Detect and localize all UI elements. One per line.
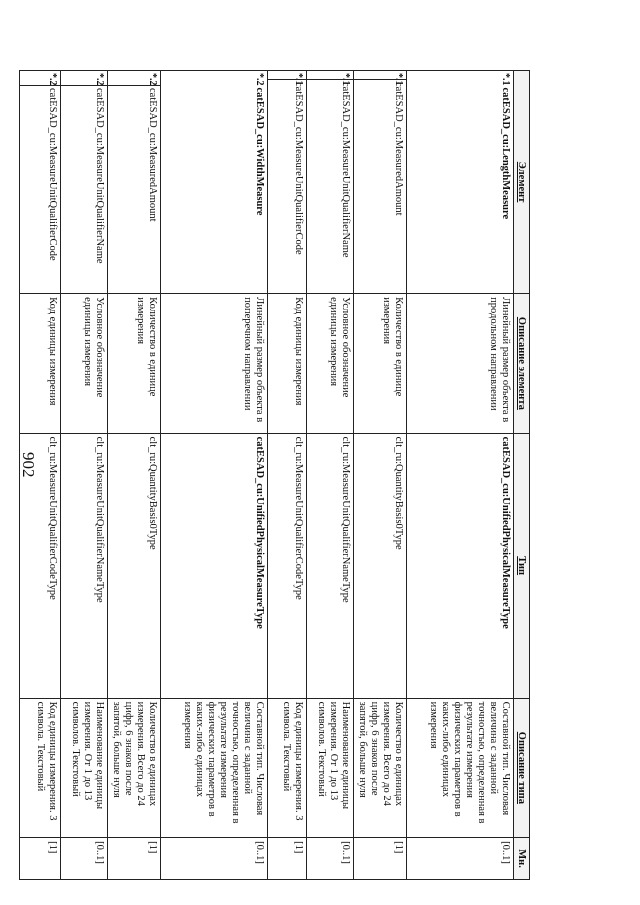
cell-type: clt_ru:MeasureUnitQualifierCodeType [20, 433, 61, 698]
cell-element-description: Код единицы измерения [268, 294, 307, 433]
cell-type: catESAD_cu:UnifiedPhysicalMeasureType [161, 433, 268, 698]
table-row [20, 71, 61, 880]
cell-element-description: Количество в единице измерения [354, 294, 407, 433]
element-level-prefix: *.1 [340, 73, 351, 86]
cell-type-description: Количество в единицах измерения. Всего до 24 цифр, 6 знаков после запятой, больше нуля [354, 698, 407, 837]
cell-type-description: Код единицы измерения. 3 символа. Текстовый [268, 698, 307, 837]
cell-multiplicity: [1] [354, 838, 407, 880]
header-type: Тип [514, 433, 530, 698]
cell-type-description: Наименование единицы измерения. От 1 до 13 символов. Текстовый [61, 698, 108, 837]
cell-element [61, 71, 108, 294]
element-name: catESAD_cu:MeasuredAmount [354, 79, 406, 293]
cell-element-description: Код единицы измерения [20, 294, 61, 433]
cell-element-description: Условное обозначение единицы измерения [307, 294, 354, 433]
cell-type-description: Наименование единицы измерения. От 1 до 13 символов. Текстовый [307, 698, 354, 837]
cell-element [354, 71, 407, 294]
cell-element-description: Линейный размер объекта в продольном направлении [407, 294, 514, 433]
cell-element [407, 71, 514, 294]
element-level-prefix: *.2 [94, 73, 105, 86]
cell-multiplicity: [0..1] [61, 838, 108, 880]
table-row [108, 71, 161, 880]
element-level-prefix: *.1 [393, 73, 404, 86]
cell-multiplicity: [1] [108, 838, 161, 880]
cell-element-description: Линейный размер объекта в поперечном направлении [161, 294, 268, 433]
cell-type-description: Количество в единицах измерения. Всего до 24 цифр, 6 знаков после запятой, больше нуля [108, 698, 161, 837]
cell-type: clt_ru:MeasureUnitQualifierNameType [61, 433, 108, 698]
table-row [268, 71, 307, 880]
element-name: catESAD_cu:MeasureUnitQualifierName [307, 79, 353, 293]
header-element: Элемент [514, 71, 530, 294]
page-number: 902 [19, 452, 38, 478]
cell-type: catESAD_cu:UnifiedPhysicalMeasureType [407, 433, 514, 698]
cell-type-description: Код единицы измерения. 3 символа. Текстовый [20, 698, 61, 837]
cell-multiplicity: [0..1] [161, 838, 268, 880]
header-type-description: Описание типа [514, 698, 530, 837]
element-level-prefix: *.2 [47, 73, 58, 86]
element-level-prefix: *.2 [254, 73, 265, 86]
document-page [35, 70, 530, 880]
table-row [407, 71, 514, 880]
cell-multiplicity: [0..1] [307, 838, 354, 880]
cell-multiplicity: [0..1] [407, 838, 514, 880]
table-row [161, 71, 268, 880]
cell-element-description: Условное обозначение единицы измерения [61, 294, 108, 433]
cell-element-description: Количество в единице измерения [108, 294, 161, 433]
cell-element [268, 71, 307, 294]
cell-type-description: Составной тип. Числовая величина с заданной точностью, определенная в результате измерения физических параметров в каких-либо единицах измерения [407, 698, 514, 837]
cell-multiplicity: [1] [268, 838, 307, 880]
element-name: catESAD_cu:MeasureUnitQualifierName [61, 85, 107, 293]
cell-element [108, 71, 161, 294]
element-name: catESAD_cu:MeasureUnitQualifierCode [268, 79, 306, 293]
element-name: catESAD_cu:LengthMeasure [500, 87, 511, 220]
element-level-prefix: *.2 [147, 73, 158, 86]
element-name: catESAD_cu:WidthMeasure [254, 87, 265, 216]
cell-type: clt_ru:MeasureUnitQualifierNameType [307, 433, 354, 698]
element-name: catESAD_cu:MeasuredAmount [108, 85, 160, 293]
cell-type: clt_ru:QuantityBasis0Type [108, 433, 161, 698]
element-name: catESAD_cu:MeasureUnitQualifierCode [20, 85, 60, 293]
table-row [354, 71, 407, 880]
cell-element [307, 71, 354, 294]
cell-multiplicity: [1] [20, 838, 61, 880]
cell-element [161, 71, 268, 294]
table-row [61, 71, 108, 880]
table-row [307, 71, 354, 880]
table-header-row [514, 71, 530, 880]
cell-type-description: Составной тип. Числовая величина с заданной точностью, определенная в результате измерения физических параметров в каких-либо единицах измерения [161, 698, 268, 837]
header-element-description: Описание элемента [514, 294, 530, 433]
cell-type: clt_ru:MeasureUnitQualifierCodeType [268, 433, 307, 698]
data-table [19, 70, 530, 880]
cell-element [20, 71, 61, 294]
rotated-table-container [35, 70, 530, 880]
cell-type: clt_ru:QuantityBasis0Type [354, 433, 407, 698]
element-level-prefix: *.1 [500, 73, 511, 86]
element-level-prefix: *.1 [293, 73, 304, 86]
header-multiplicity: Мн. [514, 838, 530, 880]
